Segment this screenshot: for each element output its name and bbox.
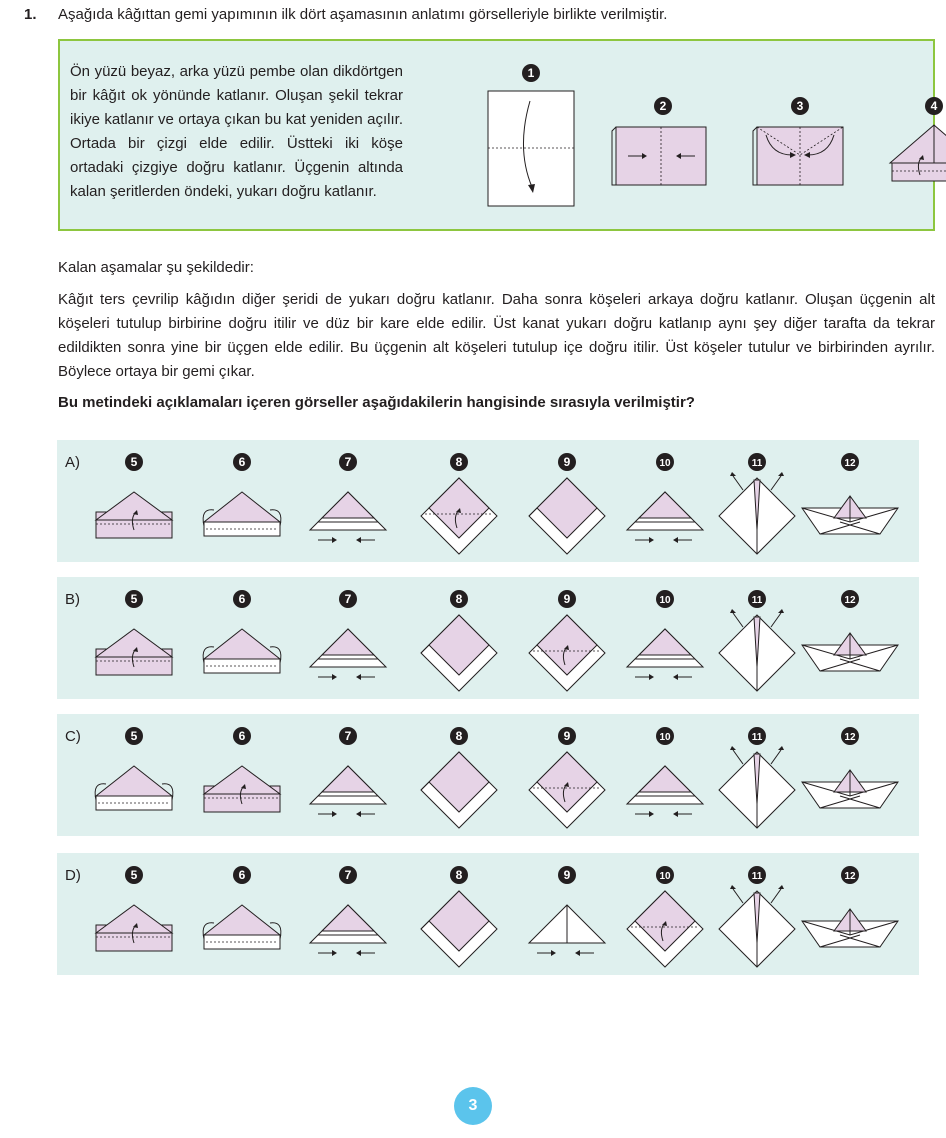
figure-step-4 [890, 125, 946, 181]
figure-hat-back [203, 905, 281, 949]
figure-square-fold [421, 478, 497, 554]
step-badge [656, 866, 674, 884]
figure-boat-open [719, 885, 795, 967]
step-badge [233, 453, 251, 471]
svg-text:1: 1 [527, 66, 535, 80]
subheading: Kalan aşamalar şu şekildedir: [58, 259, 254, 276]
figure-boat [802, 496, 898, 534]
figure-step-3 [753, 127, 843, 185]
svg-text:5: 5 [130, 592, 138, 606]
step-badge [233, 866, 251, 884]
figure-square-fold [529, 752, 605, 828]
step-badge [558, 590, 576, 608]
svg-text:9: 9 [563, 729, 571, 743]
figure-square [529, 478, 605, 554]
option-b[interactable] [57, 577, 919, 699]
figure-step-1 [488, 91, 574, 206]
figure-square-fold [627, 891, 703, 967]
figure-triangle-push [310, 629, 386, 680]
option-letter: B) [65, 591, 80, 608]
svg-text:10: 10 [659, 732, 671, 743]
step-badge [748, 590, 766, 608]
svg-text:7: 7 [344, 868, 352, 882]
svg-text:12: 12 [844, 732, 856, 743]
svg-text:8: 8 [455, 868, 463, 882]
figure-hat-fold [96, 905, 172, 951]
figure-boat [802, 909, 898, 947]
step-badge [125, 590, 143, 608]
step-badge [841, 866, 859, 884]
svg-text:8: 8 [455, 455, 463, 469]
svg-text:2: 2 [659, 99, 667, 113]
svg-text:12: 12 [844, 871, 856, 882]
svg-text:6: 6 [238, 868, 246, 882]
svg-text:3: 3 [796, 99, 804, 113]
step-badge [841, 590, 859, 608]
step-badge [748, 727, 766, 745]
svg-text:11: 11 [751, 595, 763, 606]
figure-boat [802, 633, 898, 671]
option-letter: A) [65, 454, 80, 471]
figure-square [421, 891, 497, 967]
question-title: Aşağıda kâğıttan gemi yapımının ilk dört aşamasının anlatımı görselleriyle birlikte verilmiştir. [58, 6, 668, 23]
figure-hat-fold [204, 766, 280, 812]
svg-text:8: 8 [455, 592, 463, 606]
step-badge [339, 590, 357, 608]
figure-triangle-push [310, 766, 386, 817]
step-badge [522, 64, 540, 82]
svg-text:12: 12 [844, 595, 856, 606]
step-badge [791, 97, 809, 115]
option-c[interactable] [57, 714, 919, 836]
option-c-figures [57, 714, 919, 836]
step-badge [656, 590, 674, 608]
intro-text: Ön yüzü beyaz, arka yüzü pembe olan dikdörtgen bir kâğıt ok yönünde katlanır. Oluşan şekil tekrar ikiye katlanır ve ortaya çıkan bu kat yeniden açılır. Ortada bir çizgi elde edilir. Üstteki iki köşe ortadaki çizgiye doğru katlanır. Üçgenin altında kalan şeritlerden öndeki, yukarı doğru katlanır. [70, 63, 403, 200]
step-badge [841, 727, 859, 745]
svg-text:6: 6 [238, 729, 246, 743]
figure-square [421, 752, 497, 828]
figure-hat-back [203, 492, 281, 536]
svg-text:4: 4 [930, 99, 938, 113]
question-prompt: Bu metindeki açıklamaları içeren görseller aşağıdakilerin hangisinde sırasıyla verilmiştir? [58, 394, 695, 411]
step-badge [925, 97, 943, 115]
figure-boat-open [719, 472, 795, 554]
option-letter: C) [65, 728, 81, 745]
step-badge [748, 453, 766, 471]
step-badge [125, 453, 143, 471]
step-badge [654, 97, 672, 115]
figure-triangle-push [627, 492, 703, 543]
svg-text:12: 12 [844, 458, 856, 469]
question-number: 1. [24, 6, 37, 23]
svg-text:10: 10 [659, 595, 671, 606]
svg-text:5: 5 [130, 729, 138, 743]
figure-hat-back [95, 766, 173, 810]
svg-text:11: 11 [751, 732, 763, 743]
option-letter: D) [65, 867, 81, 884]
step-badge [748, 866, 766, 884]
intro-figures [420, 59, 938, 219]
option-a-figures [57, 440, 919, 562]
svg-text:10: 10 [659, 871, 671, 882]
step-badge [233, 727, 251, 745]
option-d[interactable] [57, 853, 919, 975]
figure-triangle-push [310, 905, 386, 956]
step-badge [558, 453, 576, 471]
step-badge [339, 866, 357, 884]
svg-text:9: 9 [563, 868, 571, 882]
step-badge [233, 590, 251, 608]
svg-text:5: 5 [130, 868, 138, 882]
option-b-figures [57, 577, 919, 699]
intro-box [58, 39, 938, 231]
svg-text:11: 11 [751, 458, 763, 469]
figure-triangle-push [627, 629, 703, 680]
svg-text:5: 5 [130, 455, 138, 469]
step-badge [450, 453, 468, 471]
figure-hat-fold [96, 629, 172, 675]
step-badge [450, 866, 468, 884]
svg-text:9: 9 [563, 592, 571, 606]
step-badge [841, 453, 859, 471]
option-a[interactable] [57, 440, 919, 562]
svg-text:10: 10 [659, 458, 671, 469]
figure-triangle-push [627, 766, 703, 817]
svg-text:6: 6 [238, 455, 246, 469]
step-badge [339, 453, 357, 471]
figure-hat-fold [96, 492, 172, 538]
page-number-badge: 3 [454, 1087, 492, 1125]
svg-text:11: 11 [751, 871, 763, 882]
step-badge [125, 727, 143, 745]
figure-triangle-push [310, 492, 386, 543]
step-badge [558, 727, 576, 745]
svg-text:6: 6 [238, 592, 246, 606]
figure-square-fold [529, 615, 605, 691]
option-d-figures [57, 853, 919, 975]
step-badge [450, 727, 468, 745]
figure-hat-back [203, 629, 281, 673]
step-badge [656, 453, 674, 471]
svg-text:8: 8 [455, 729, 463, 743]
step-badge [339, 727, 357, 745]
step-badge [450, 590, 468, 608]
figure-boat [802, 770, 898, 808]
figure-step-2 [612, 127, 706, 185]
figure-square [421, 615, 497, 691]
figure-boat-open [719, 609, 795, 691]
svg-text:7: 7 [344, 592, 352, 606]
figure-boat-open [719, 746, 795, 828]
step-badge [656, 727, 674, 745]
step-badge [125, 866, 143, 884]
paragraph: Kâğıt ters çevrilip kâğıdın diğer şeridi de yukarı doğru katlanır. Daha sonra köşeleri arkaya doğru katlanır. Oluşan üçgenin alt köşeleri tutulup birbirine doğru itilir ve düz bir kare elde edilir. Üst kanat yukarı doğru katlanıp aynı şey diğer tarafta da tekrar edildikten sonra yine bir üçgen elde edilir. Bu üçgenin alt köşeleri tutulup içe doğru itilir. Üst köşeler tutulur ve birbirinden ayrılır. Böylece ortaya bir gemi çıkar. [58, 291, 935, 380]
svg-text:9: 9 [563, 455, 571, 469]
figure-triangle [529, 905, 605, 956]
svg-text:7: 7 [344, 729, 352, 743]
step-badge [558, 866, 576, 884]
svg-text:7: 7 [344, 455, 352, 469]
